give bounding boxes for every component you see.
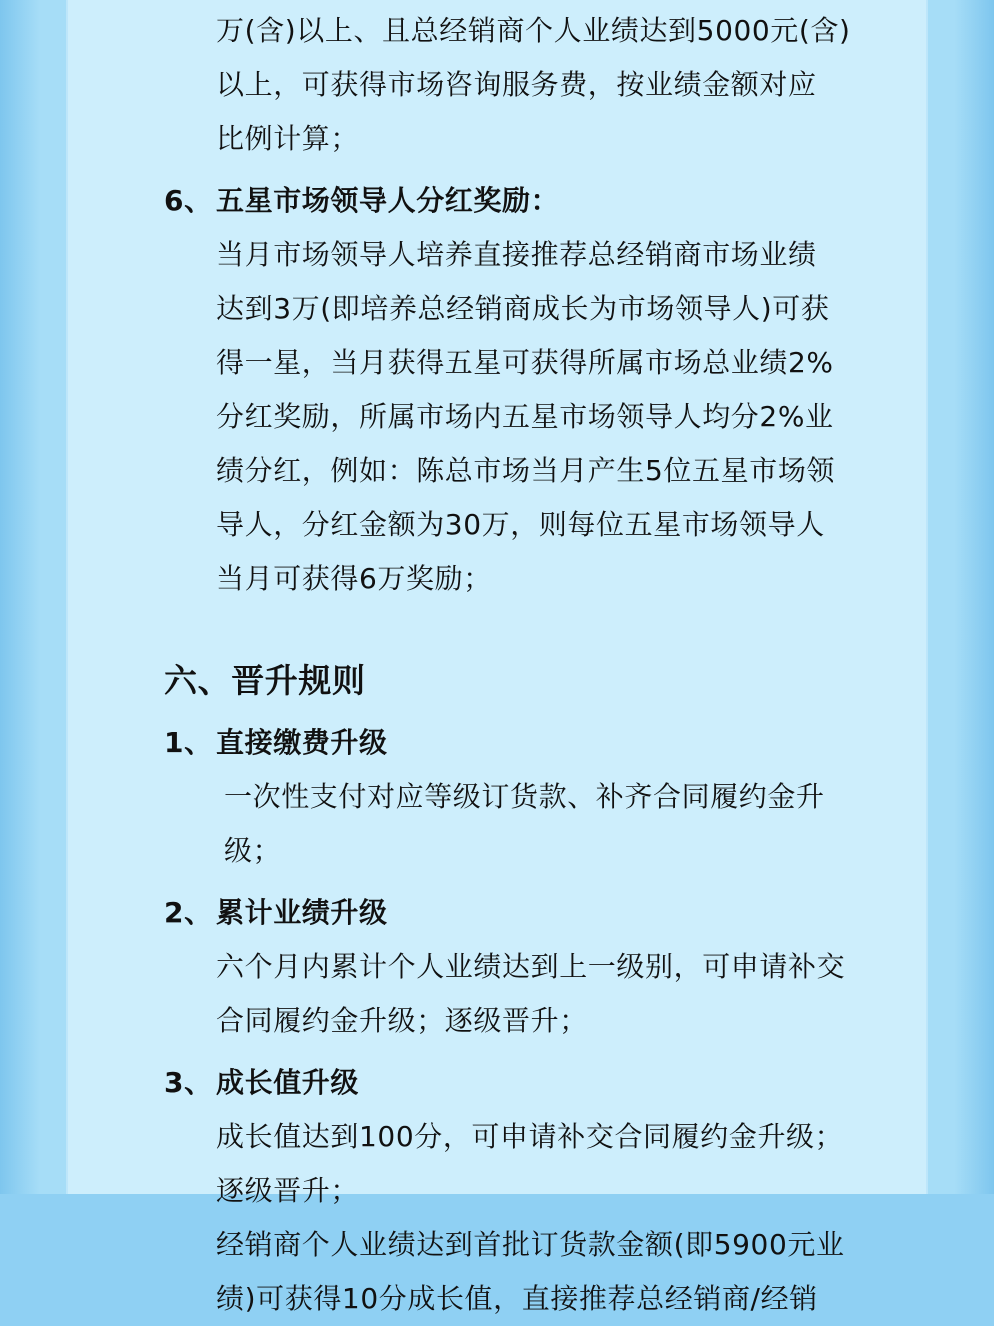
top-paragraph-line-3: 比例计算；	[216, 122, 360, 155]
rule3-title: 成长值升级	[216, 1066, 360, 1099]
rule3-line-1: 成长值达到100分，可申请补交合同履约金升级；	[216, 1120, 844, 1153]
item6-line-5: 绩分红，例如：陈总市场当月产生5位五星市场领	[216, 454, 836, 487]
top-paragraph-line-1: 万(含)以上、且总经销商个人业绩达到5000元(含)	[216, 14, 851, 47]
rule3-line-3: 经销商个人业绩达到首批订货款金额(即5900元业	[216, 1228, 845, 1261]
item6-line-7: 当月可获得6万奖励；	[216, 562, 492, 595]
section-heading: 六、晋升规则	[164, 661, 366, 700]
item6-line-4: 分红奖励，所属市场内五星市场领导人均分2%业	[216, 400, 834, 433]
item6-line-6: 导人，分红金额为30万，则每位五星市场领导人	[216, 508, 825, 541]
rule2-line-2: 合同履约金升级；逐级晋升；	[216, 1004, 588, 1037]
top-paragraph-line-2: 以上，可获得市场咨询服务费，按业绩金额对应	[216, 68, 817, 101]
rule1-heading	[164, 716, 864, 770]
rule1-title: 直接缴费升级	[216, 726, 388, 759]
rule3-number: 3、	[164, 1066, 213, 1099]
rule2-line-1: 六个月内累计个人业绩达到上一级别，可申请补交	[216, 950, 846, 983]
article-body	[164, 4, 864, 1326]
content-card	[66, 0, 928, 1315]
rule3-heading	[164, 1056, 864, 1110]
rule1-number: 1、	[164, 726, 213, 759]
item6-title: 五星市场领导人分红奖励：	[216, 184, 560, 217]
item6-line-2: 达到3万(即培养总经销商成长为市场领导人)可获	[216, 292, 830, 325]
rule2-heading	[164, 886, 864, 940]
rule2-number: 2、	[164, 896, 213, 929]
item6-number: 6、	[164, 184, 213, 217]
rule3-line-2: 逐级晋升；	[216, 1174, 360, 1207]
item6-line-1: 当月市场领导人培养直接推荐总经销商市场业绩	[216, 238, 817, 271]
item6-line-3: 得一星，当月获得五星可获得所属市场总业绩2%	[216, 346, 834, 379]
rule1-line-1: 一次性支付对应等级订货款、补齐合同履约金升级；	[224, 780, 825, 867]
item6-heading	[164, 174, 864, 228]
rule2-title: 累计业绩升级	[216, 896, 388, 929]
rule3-cut-line: 绩)可获得10分成长值，直接推荐总经销商/经销	[216, 1282, 818, 1315]
